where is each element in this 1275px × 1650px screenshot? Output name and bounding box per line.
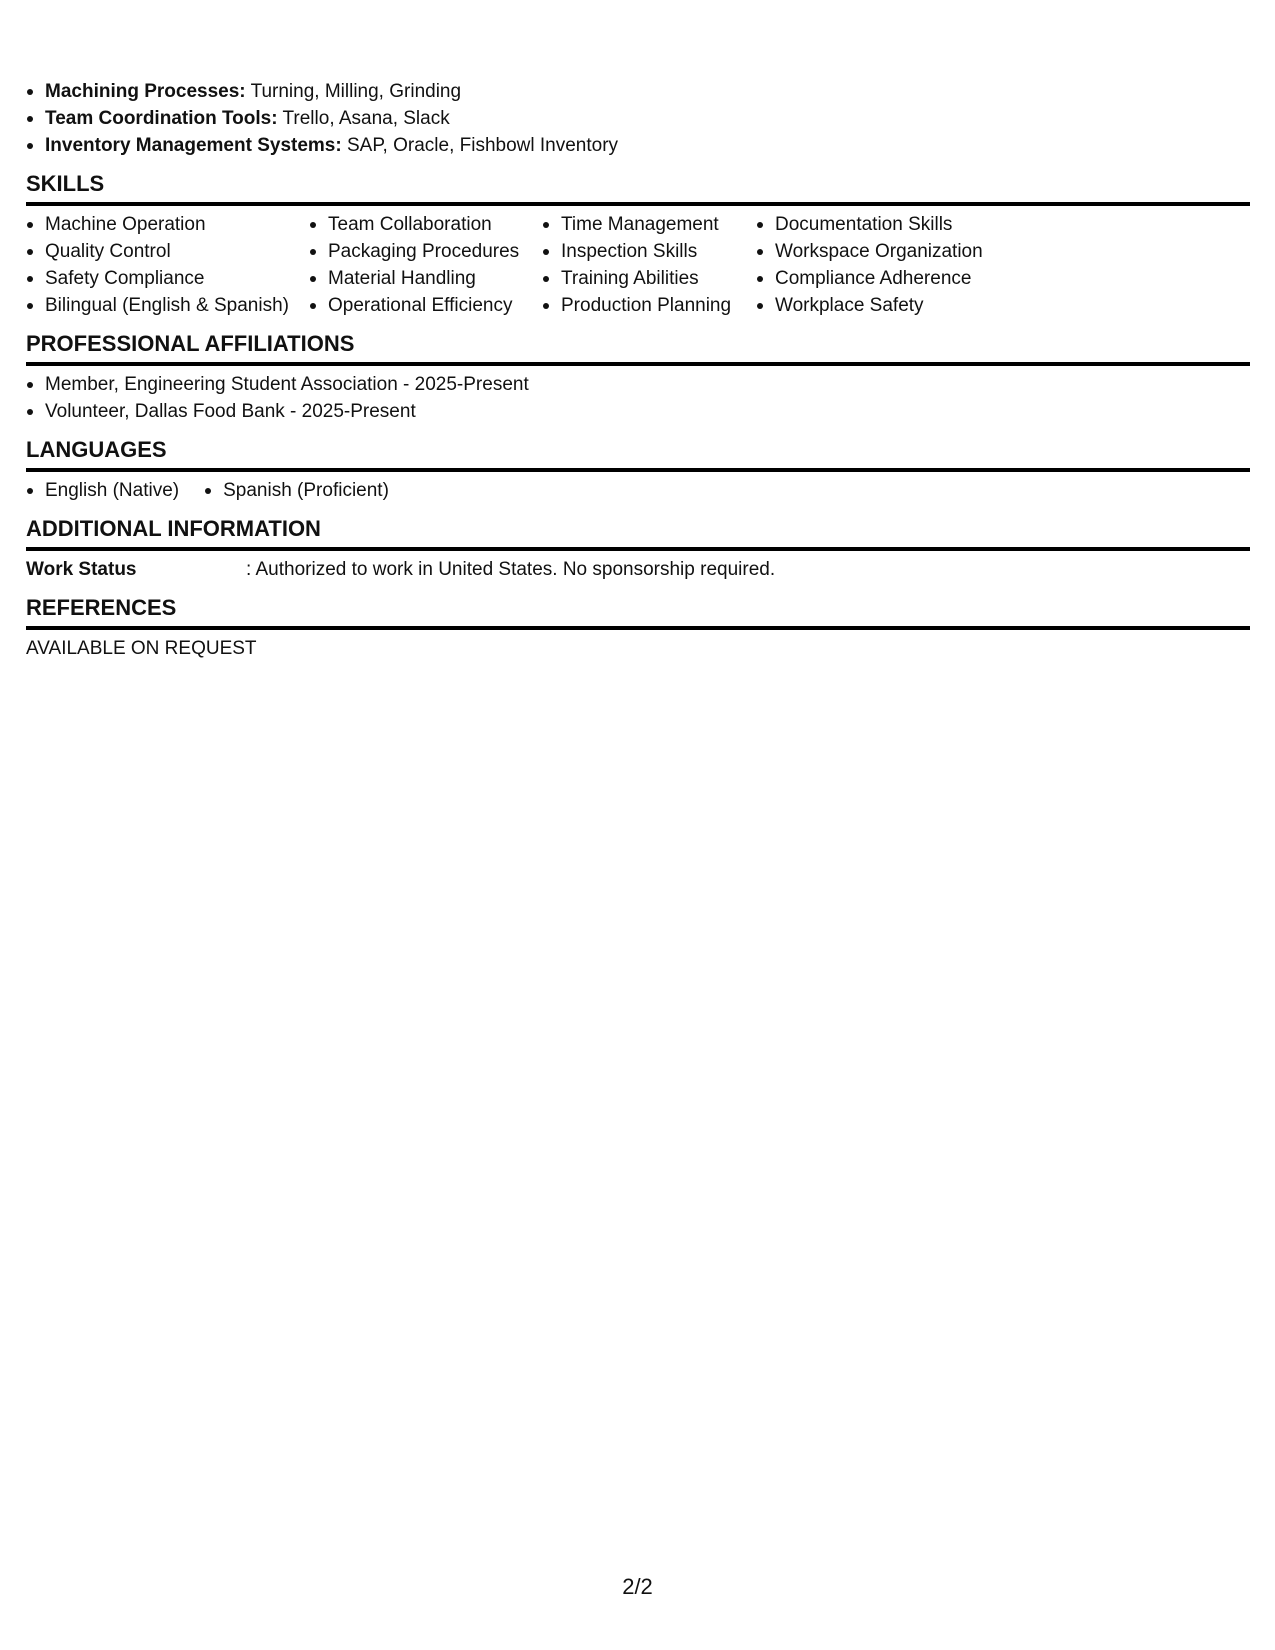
skills-column <box>756 211 983 319</box>
language-item: English (Native) <box>26 477 179 504</box>
skill-item: Operational Efficiency <box>309 292 518 319</box>
skill-item: Workplace Safety <box>756 292 983 319</box>
skill-item: Material Handling <box>309 265 518 292</box>
affiliation-item: Volunteer, Dallas Food Bank - 2025-Present <box>26 398 1250 425</box>
section-title: REFERENCES <box>26 593 1250 630</box>
skill-item: Machine Operation <box>26 211 285 238</box>
language-item: Spanish (Proficient) <box>204 477 389 504</box>
skills-section <box>26 169 1250 319</box>
additional-info-section <box>26 514 1250 583</box>
tool-value: Trello, Asana, Slack <box>282 108 450 129</box>
affiliation-item: Member, Engineering Student Association - 2025-Present <box>26 371 1250 398</box>
skill-item: Safety Compliance <box>26 265 285 292</box>
skills-column <box>26 211 289 319</box>
skill-item: Team Collaboration <box>309 211 518 238</box>
languages-section <box>26 435 1250 504</box>
skill-item: Production Planning <box>542 292 732 319</box>
tool-label: Inventory Management Systems: <box>45 135 342 156</box>
tool-label: Machining Processes: <box>45 81 246 102</box>
skill-item: Packaging Procedures <box>309 238 518 265</box>
list-item <box>26 132 1250 159</box>
skill-item: Inspection Skills <box>542 238 732 265</box>
list-item <box>26 78 1250 105</box>
affiliations-list <box>26 366 1250 425</box>
resume-page <box>26 78 1250 662</box>
list-item <box>26 105 1250 132</box>
skill-item: Time Management <box>542 211 732 238</box>
skill-item: Compliance Adherence <box>756 265 983 292</box>
tool-label: Team Coordination Tools: <box>45 108 278 129</box>
affiliations-section <box>26 329 1250 425</box>
languages-list <box>26 472 1250 504</box>
section-title: SKILLS <box>26 169 1250 206</box>
section-title: ADDITIONAL INFORMATION <box>26 514 1250 551</box>
section-title: PROFESSIONAL AFFILIATIONS <box>26 329 1250 366</box>
tools-list <box>26 78 1250 159</box>
skills-grid <box>26 206 1250 319</box>
work-status-row <box>26 551 1250 583</box>
skill-item: Documentation Skills <box>756 211 983 238</box>
page-number: 2/2 <box>622 1574 653 1599</box>
tool-value: Turning, Milling, Grinding <box>250 81 462 102</box>
references-text: AVAILABLE ON REQUEST <box>26 638 257 659</box>
skill-item: Workspace Organization <box>756 238 983 265</box>
references-section <box>26 593 1250 662</box>
work-status-label: Work Status <box>26 559 137 580</box>
tool-value: SAP, Oracle, Fishbowl Inventory <box>346 135 619 156</box>
skill-item: Training Abilities <box>542 265 732 292</box>
section-title: LANGUAGES <box>26 435 1250 472</box>
skills-column <box>542 211 732 319</box>
skill-item: Quality Control <box>26 238 285 265</box>
work-status-value: : Authorized to work in United States. No sponsorship required. <box>246 559 776 580</box>
skill-item: Bilingual (English & Spanish) <box>26 292 285 319</box>
skills-column <box>309 211 518 319</box>
